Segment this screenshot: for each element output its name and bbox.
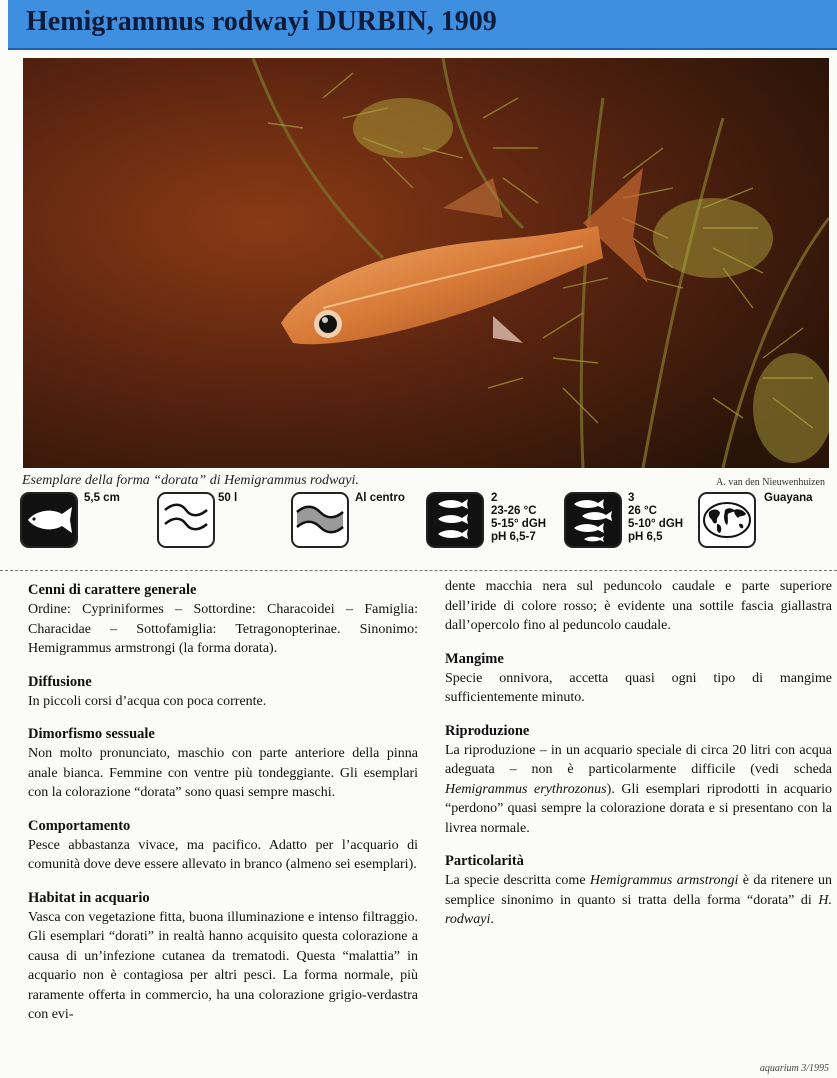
section-text: dente macchia nera sul peduncolo caudale e parte superiore dell’iride di colore rosso; è evidente una sottile fascia giallastra dall’opercolo fino al peduncolo caudale.	[445, 579, 832, 633]
fish-size-icon	[20, 492, 78, 548]
section-heading: Mangime	[445, 650, 504, 667]
breeding-water-label	[628, 492, 683, 544]
tank-volume-icon	[157, 492, 215, 548]
species-reference: Hemigrammus armstrongi	[589, 873, 739, 888]
text-part: è da ritenere un semplice sinonimo in quanto si tratta della forma “dorata” di	[445, 873, 833, 908]
section-reproduction	[445, 721, 832, 839]
water-quality-hardness: 5-15° dGH	[491, 518, 547, 530]
breeding-water-ph: pH 6,5	[628, 531, 663, 543]
species-reference: H. rodwayi	[445, 892, 832, 927]
breeding-water-level: 3	[628, 492, 635, 504]
section-text: Vasca con vegetazione fitta, buona illuminazione e intenso filtraggio. Gli esemplari “dorati” in realtà hanno acquisito questa colorazione a causa di un’infezione cutanea da trematodi. Questa “malattia” in acquario non è contagiosa per altri pesci. La forma normale, più raramente offerta in commercio, ha una colorazione grigio-verdastra con evi-	[28, 909, 418, 1022]
fish-photo-illustration	[23, 58, 829, 468]
swim-zone-label: Al centro	[355, 492, 405, 504]
section-general	[28, 580, 418, 659]
page-title: Hemigrammus rodwayi DURBIN, 1909	[26, 6, 497, 37]
swim-zone-icon	[291, 492, 349, 548]
right-column	[445, 577, 832, 943]
section-divider	[0, 570, 837, 571]
section-text: Ordine: Cypriniformes – Sottordine: Characoidei – Famiglia: Characidae – Sottofamiglia: Tetragonopterinae. Sinonimo: Hemigrammus armstrongi (la forma dorata).	[28, 602, 418, 656]
origin-label: Guayana	[764, 492, 813, 504]
text-part: La specie descritta come	[445, 873, 590, 888]
water-quality-temp: 23-26 °C	[491, 505, 537, 517]
world-map-icon	[698, 492, 756, 548]
section-text	[445, 871, 832, 930]
breeding-water-temp: 26 °C	[628, 505, 657, 517]
tank-volume-label: 50 l	[218, 492, 238, 504]
water-quality-icon	[426, 492, 484, 548]
title-bar	[8, 0, 837, 50]
section-behaviour	[28, 816, 418, 875]
section-text: Pesce abbastanza vivace, ma pacifico. Adatto per l’acquario di comunità dove deve essere allevato in branco (almeno sei esemplari).	[28, 837, 418, 872]
section-heading: Habitat in acquario	[28, 889, 150, 906]
section-habitat	[28, 888, 418, 1025]
text-part: La riproduzione – in un acquario speciale di circa 20 litri con acqua adeguata – non è particolarmente difficile (vedi scheda	[445, 742, 832, 777]
breeding-water-icon	[564, 492, 622, 548]
photo-credit: A. van den Nieuwenhuizen	[716, 477, 825, 488]
section-heading: Comportamento	[28, 817, 131, 834]
fish-size-label: 5,5 cm	[84, 492, 120, 504]
section-particularities	[445, 851, 832, 930]
section-heading: Diffusione	[28, 673, 92, 690]
section-text: Specie onnivora, accetta quasi ogni tipo di mangime sufficientemente minuto.	[445, 670, 832, 705]
photo-caption: Esemplare della forma “dorata” di Hemigrammus rodwayi.	[22, 473, 359, 488]
section-heading: Cenni di carattere generale	[28, 582, 197, 598]
water-quality-level: 2	[491, 492, 498, 504]
left-column	[28, 580, 418, 1038]
section-heading: Particolarità	[445, 853, 524, 869]
section-text: In piccoli corsi d’acqua con poca corrente.	[28, 693, 267, 709]
species-reference: Hemigrammus erythrozonus	[445, 781, 607, 797]
water-quality-ph: pH 6,5-7	[491, 531, 536, 543]
footer-issue: aquarium 3/1995	[759, 1063, 829, 1074]
section-heading: Dimorfismo sessuale	[28, 726, 155, 742]
section-distribution	[28, 672, 418, 712]
fish-photo	[23, 58, 829, 468]
section-dimorphism	[28, 724, 418, 803]
section-heading: Riproduzione	[445, 722, 530, 739]
water-quality-label	[491, 492, 546, 544]
breeding-water-hardness: 5-10° dGH	[628, 518, 684, 530]
section-text: Non molto pronunciato, maschio con parte anteriore della pinna anale bianca. Femmine con ventre più tondeggiante. Gli esemplari con la colorazione “dorata” sono quasi sempre maschi.	[28, 746, 418, 800]
text-part: .	[490, 912, 494, 927]
text-part: ). Gli esemplari riprodotti in acquario “perdono” quasi sempre la colorazione dorata e si presentano con la livrea normale.	[445, 781, 832, 836]
section-text	[445, 741, 832, 839]
section-food	[445, 649, 832, 708]
section-habitat-continued	[445, 577, 832, 636]
